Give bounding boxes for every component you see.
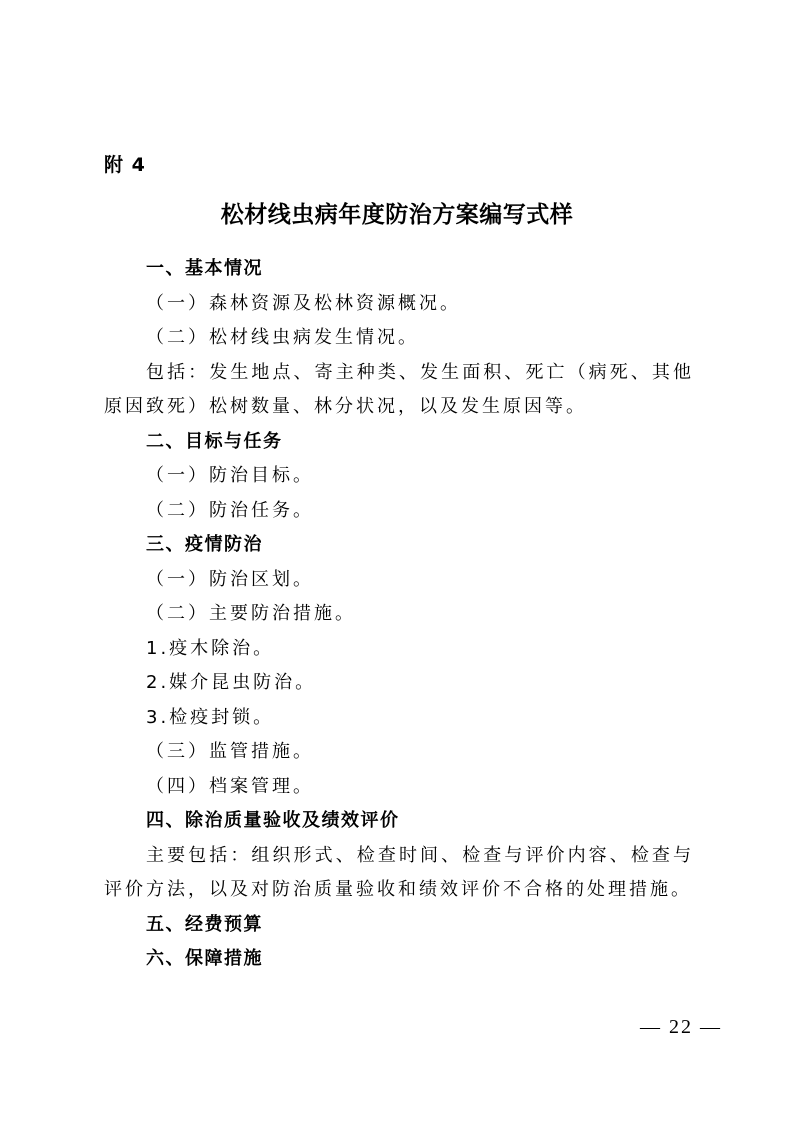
document-body bbox=[104, 252, 694, 977]
document-title: 松材线虫病年度防治方案编写式样 bbox=[220, 201, 574, 228]
section-heading-2: 二、目标与任务 bbox=[146, 430, 283, 452]
list-item: （一）防治目标。 bbox=[146, 465, 314, 486]
section-heading-6: 六、保障措施 bbox=[146, 948, 263, 969]
list-item: （三）监管措施。 bbox=[146, 741, 314, 762]
section-heading-3: 三、疫情防治 bbox=[146, 534, 263, 555]
sub-list-item: 3.检疫封锁。 bbox=[146, 706, 275, 728]
list-item: （二）主要防治措施。 bbox=[146, 603, 356, 624]
list-item: （二）松材线虫病发生情况。 bbox=[146, 327, 419, 348]
section-heading-5: 五、经费预算 bbox=[146, 913, 263, 935]
sub-list-item: 2.媒介昆虫防治。 bbox=[146, 672, 317, 693]
paragraph-occurrence-details: 包括：发生地点、寄主种类、发生面积、死亡（病死、其他原因致死）松树数量、林分状况，以及发生原因等。 bbox=[104, 361, 694, 417]
list-item: （一）防治区划。 bbox=[146, 568, 314, 590]
annex-label: 附 4 bbox=[104, 154, 146, 176]
paragraph-evaluation-details: 主要包括：组织形式、检查时间、检查与评价内容、检查与评价方法，以及对防治质量验收和绩效评价不合格的处理措施。 bbox=[104, 844, 694, 900]
section-heading-1: 一、基本情况 bbox=[146, 258, 263, 279]
sub-list-item: 1.疫木除治。 bbox=[146, 637, 275, 659]
list-item: （二）防治任务。 bbox=[146, 499, 314, 521]
list-item: （四）档案管理。 bbox=[146, 775, 314, 797]
page-number: — 22 — bbox=[640, 1016, 722, 1038]
list-item: （一）森林资源及松林资源概况。 bbox=[146, 292, 461, 314]
section-heading-4: 四、除治质量验收及绩效评价 bbox=[146, 810, 400, 831]
